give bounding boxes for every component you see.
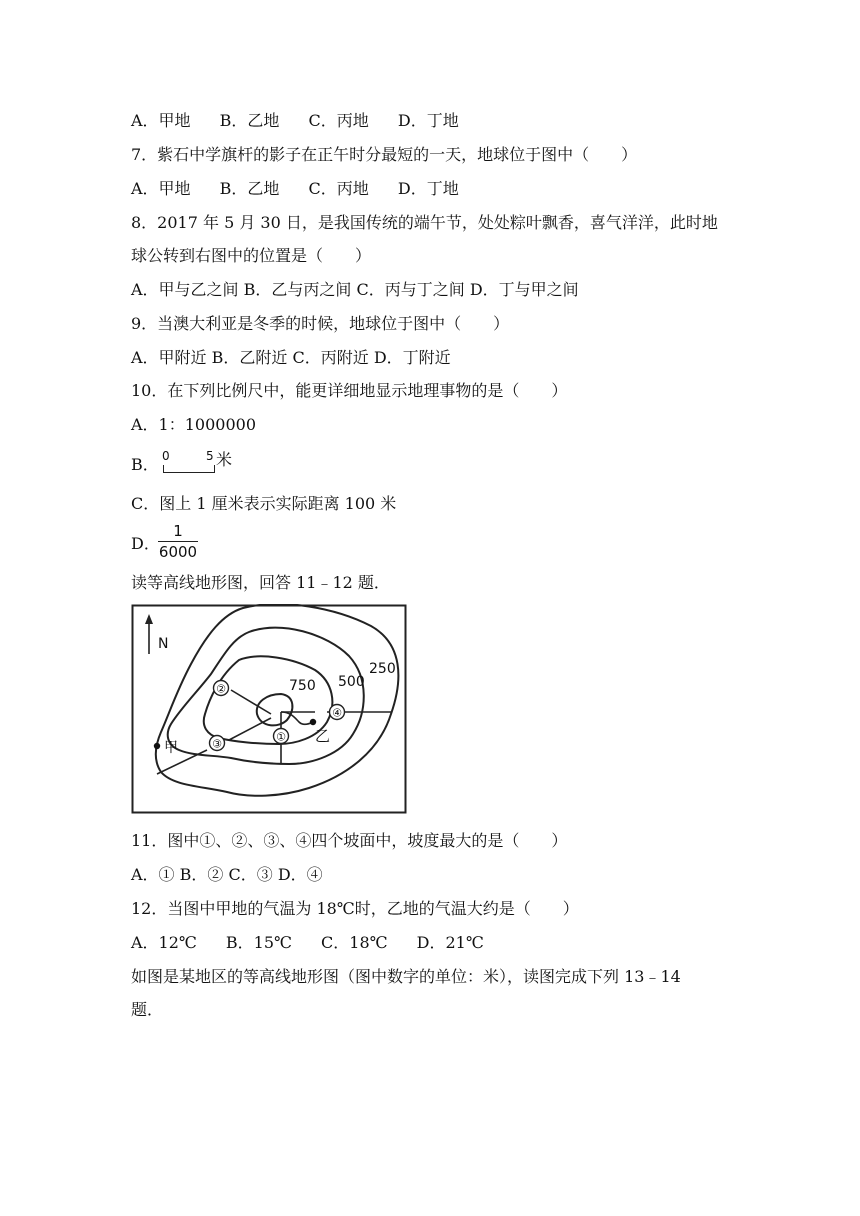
contour-label-750: 750 — [289, 678, 316, 694]
contour-label-500: 500 — [338, 674, 365, 690]
question-9: 9．当澳大利亚是冬季的时候，地球位于图中（ ） — [131, 314, 510, 333]
q6-options — [131, 110, 459, 132]
option-d: D．21℃ — [416, 933, 484, 952]
point-jia-dot — [154, 743, 160, 749]
intro-11-12: 读等高线地形图，回答 11﹣12 题． — [131, 573, 390, 592]
slope-marker-4 — [330, 705, 345, 720]
point-yi-dot — [310, 719, 316, 725]
point-yi-label: 乙 — [315, 727, 331, 745]
svg-text:②: ② — [216, 682, 226, 696]
option-b: B．乙地 — [219, 111, 280, 130]
question-11: 11．图中①、②、③、④四个坡面中，坡度最大的是（ ） — [131, 831, 568, 850]
fraction-bar — [158, 541, 198, 542]
q10-option-a: A．1：1000000 — [131, 415, 256, 434]
line-scale-bar — [150, 449, 240, 477]
option-a: A．甲地 — [131, 111, 191, 130]
scale-end: 5 — [206, 449, 214, 463]
option-c: C．丙地 — [308, 111, 369, 130]
option-c: C．丙地 — [308, 179, 369, 198]
option-d: D．丁地 — [397, 179, 459, 198]
question-12: 12．当图中甲地的气温为 18℃时，乙地的气温大约是（ ） — [131, 899, 579, 918]
intro-13-14-line2: 题． — [131, 1000, 164, 1019]
point-jia-label: 甲 — [164, 740, 178, 756]
question-7: 7．紫石中学旗杆的影子在正午时分最短的一天，地球位于图中（ ） — [131, 145, 638, 164]
fraction-denominator: 6000 — [158, 543, 198, 561]
fraction-numerator: 1 — [173, 522, 183, 540]
north-label: N — [158, 636, 169, 652]
option-b: B．乙地 — [219, 179, 280, 198]
q12-options — [131, 932, 484, 954]
q10-option-b-label: B． — [131, 455, 159, 474]
q9-options: A．甲附近 B．乙附近 C．丙附近 D．丁附近 — [131, 348, 451, 367]
numeric-scale-fraction — [158, 522, 198, 561]
svg-text:①: ① — [276, 730, 286, 744]
scale-bar-line — [163, 465, 215, 473]
option-a: A．甲地 — [131, 179, 191, 198]
option-b: B．15℃ — [225, 933, 292, 952]
svg-text:④: ④ — [332, 706, 342, 720]
option-c: C．18℃ — [321, 933, 388, 952]
q7-options — [131, 178, 459, 200]
scale-unit: 米 — [216, 450, 233, 469]
slope-marker-1 — [274, 729, 289, 744]
question-8-line1: 8．2017 年 5 月 30 日，是我国传统的端午节，处处粽叶飘香，喜气洋洋，此时地 — [131, 213, 718, 232]
q8-options: A．甲与乙之间 B．乙与丙之间 C．丙与丁之间 D．丁与甲之间 — [131, 280, 579, 299]
scale-start: 0 — [162, 449, 170, 463]
slope-marker-3 — [210, 736, 225, 751]
slope-marker-2 — [214, 681, 229, 696]
svg-text:③: ③ — [212, 737, 222, 751]
question-8-line2: 球公转到右图中的位置是（ ） — [131, 246, 372, 265]
option-d: D．丁地 — [397, 111, 459, 130]
q10-option-d-label: D． — [131, 534, 160, 553]
question-10: 10．在下列比例尺中，能更详细地显示地理事物的是（ ） — [131, 381, 568, 400]
intro-13-14-line1: 如图是某地区的等高线地形图（图中数字的单位：米），读图完成下列 13﹣14 — [131, 967, 681, 986]
contour-map — [131, 604, 407, 814]
q11-options: A．① B．② C．③ D．④ — [131, 865, 323, 884]
option-a: A．12℃ — [131, 933, 197, 952]
contour-label-250: 250 — [369, 661, 396, 677]
q10-option-c: C．图上 1 厘米表示实际距离 100 米 — [131, 494, 397, 513]
